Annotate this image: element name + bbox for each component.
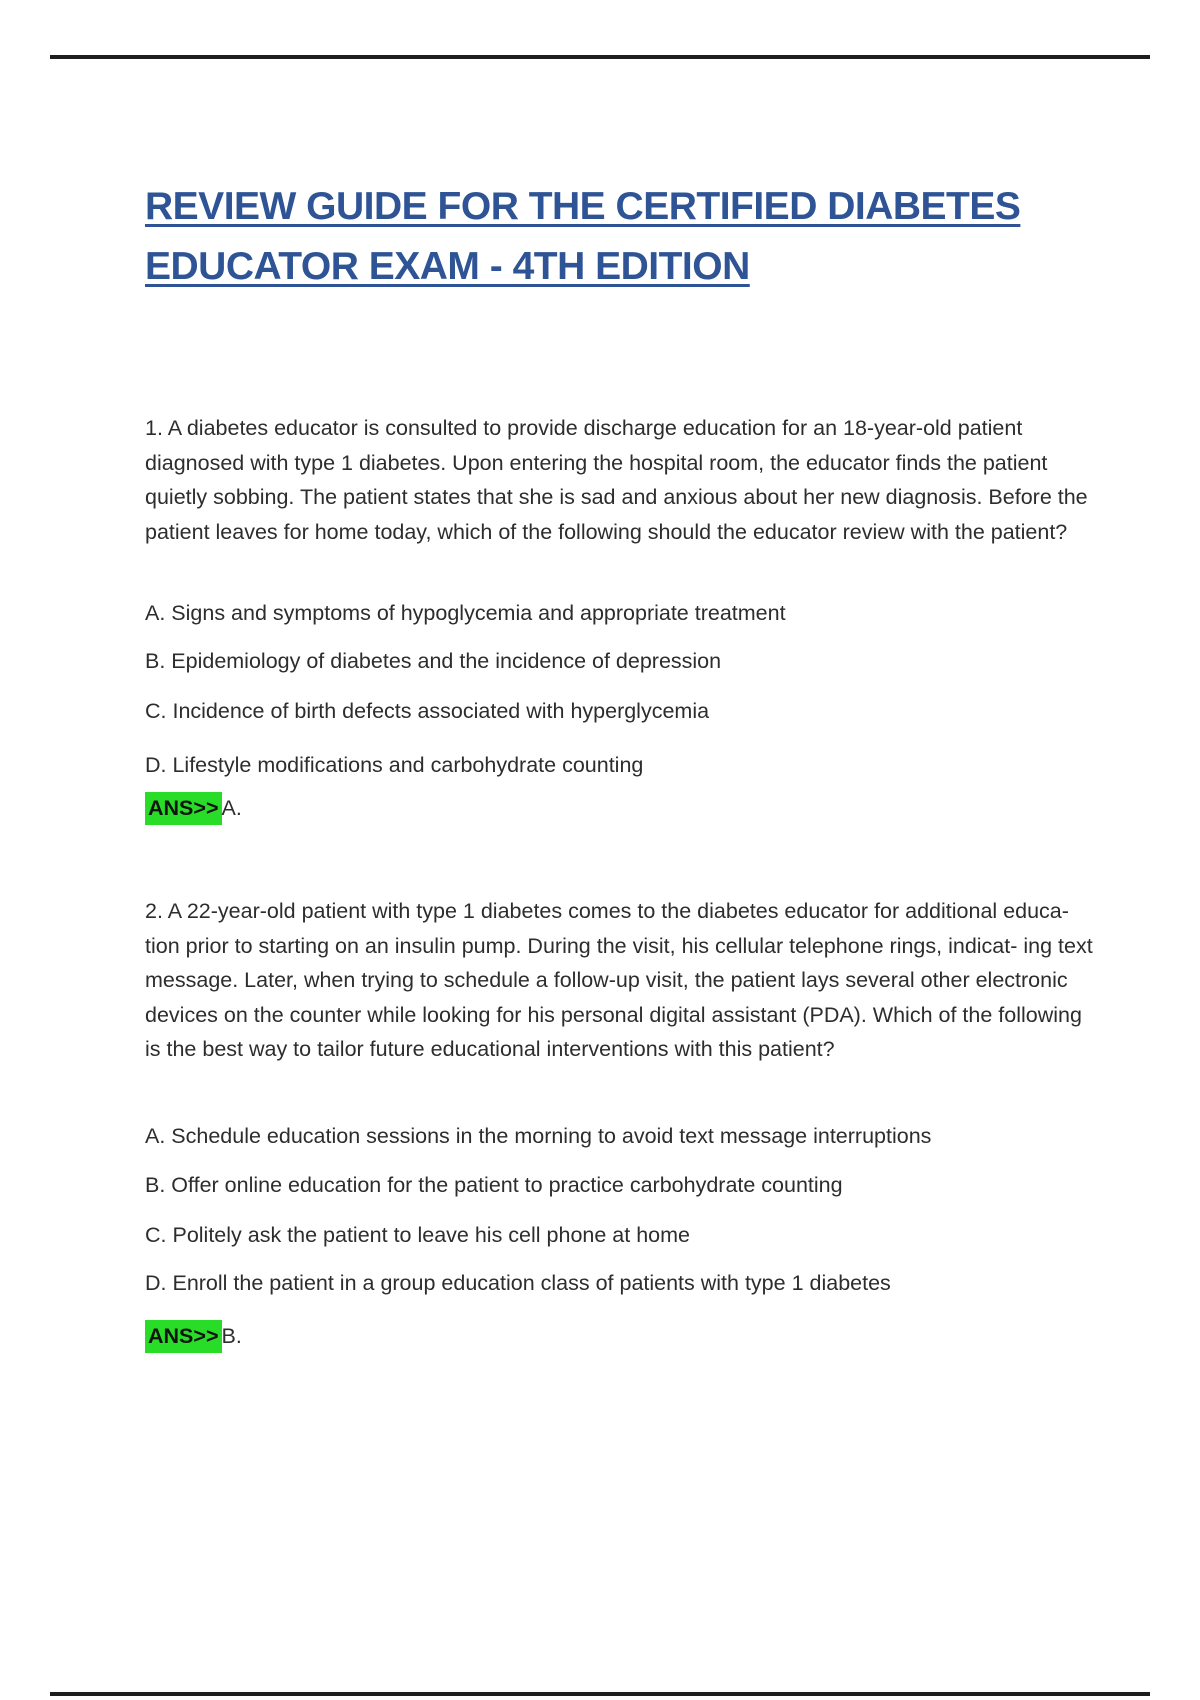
document-title-line-2: EDUCATOR EXAM - 4TH EDITION bbox=[145, 245, 750, 288]
page-border-top bbox=[50, 55, 1150, 59]
page-border-bottom bbox=[50, 1692, 1150, 1696]
question-2-answer-line bbox=[145, 1319, 1103, 1354]
question-1-answer-line bbox=[145, 791, 1103, 826]
question-1-option-b: B. Epidemiology of diabetes and the incidence of depression bbox=[145, 649, 722, 673]
question-1-option-d: D. Lifestyle modifications and carbohydrate counting bbox=[145, 753, 644, 777]
question-2-option-b: B. Offer online education for the patient to practice carbohydrate counting bbox=[145, 1173, 843, 1197]
question-1-option-c: C. Incidence of birth defects associated with hyperglycemia bbox=[145, 699, 710, 723]
question-1-option-a: A. Signs and symptoms of hypoglycemia and appropriate treatment bbox=[145, 601, 786, 625]
question-1-answer-letter: A. bbox=[221, 796, 242, 820]
question-1-answer-highlight: ANS>> bbox=[145, 792, 222, 825]
question-1-text: 1. A diabetes educator is consulted to provide discharge education for an 18-year-old patient diagnosed with type 1 diabetes. Upon entering the hospital room, the educator finds the patient quietly sobbing. The patient states that she is sad and anxious about her new diagnosis. Before the patient leaves for home today, which of the following should the educator review with the patient? bbox=[145, 416, 1088, 544]
question-2-option-d: D. Enroll the patient in a group education class of patients with type 1 diabetes bbox=[145, 1271, 891, 1295]
document-title bbox=[145, 177, 1125, 297]
document-title-line-1: REVIEW GUIDE FOR THE CERTIFIED DIABETES bbox=[145, 185, 1021, 228]
question-2-answer-highlight: ANS>> bbox=[145, 1320, 222, 1353]
question-2-option-c: C. Politely ask the patient to leave his cell phone at home bbox=[145, 1223, 690, 1247]
question-2-answer-letter: B. bbox=[221, 1324, 242, 1348]
question-2-option-a: A. Schedule education sessions in the morning to avoid text message interruptions bbox=[145, 1124, 932, 1148]
question-2-text: 2. A 22-year-old patient with type 1 diabetes comes to the diabetes educator for additional educa- tion prior to starting on an insulin pump. During the visit, his cellular telephone rings, indicat- ing text message. Later, when trying to schedule a follow-up visit, the patient lays several other electronic devices on the counter while looking for his personal digital assistant (PDA). Which of the following is the best way to tailor future educational interventions with this patient? bbox=[145, 899, 1093, 1061]
